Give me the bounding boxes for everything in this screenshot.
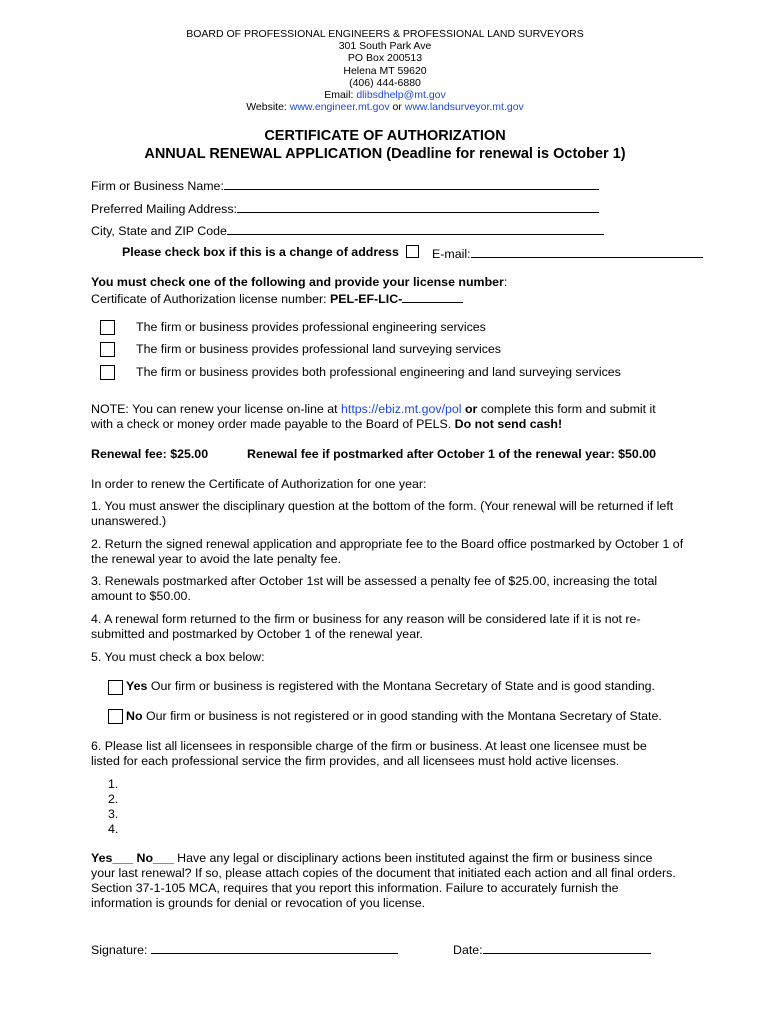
signature-label: Signature: bbox=[91, 943, 151, 957]
street-address: 301 South Park Ave bbox=[338, 40, 432, 53]
renewal-fee: Renewal fee: $25.00 bbox=[91, 447, 209, 461]
standing-no-text: No Our firm or business is not registered or in good standing with the Montana Secretary of State. bbox=[126, 709, 662, 723]
mailing-address-label: Preferred Mailing Address: bbox=[91, 202, 238, 216]
city-zip-line[interactable] bbox=[227, 222, 604, 235]
licensee-4[interactable]: 4. bbox=[108, 822, 119, 836]
email-link[interactable]: dlibsdhelp@mt.gov bbox=[356, 89, 446, 102]
change-address-label: Please check box if this is a change of address bbox=[122, 245, 399, 259]
form-title bbox=[0, 128, 770, 163]
disciplinary-question: Yes___ No___ Have any legal or disciplinary actions been instituted against the firm or business since your last renewal? If so, please attach copies of the document that initiated each action and all final orders. Section 37-1-105 MCA, requires that you report this information. Failure to accurately furnish the information is grounds for denial or revocation of you license. bbox=[91, 851, 676, 910]
board-header bbox=[0, 28, 770, 113]
both-services-label: The firm or business provides both professional engineering and land surveying services bbox=[136, 365, 621, 379]
phone-number: (406) 444-6880 bbox=[349, 76, 421, 89]
title-line-2: ANNUAL RENEWAL APPLICATION (Deadline for renewal is October 1) bbox=[144, 145, 626, 162]
licensee-3[interactable]: 3. bbox=[108, 807, 119, 821]
engineering-checkbox[interactable] bbox=[100, 320, 115, 335]
website-label: Website: bbox=[246, 101, 290, 114]
city-zip-label: City, State and ZIP Code bbox=[91, 224, 227, 238]
license-number-prefix: PEL-EF-LIC- bbox=[330, 292, 403, 306]
instruction-1: 1. You must answer the disciplinary question at the bottom of the form. (Your renewal will be returned if left unanswered.) bbox=[91, 499, 674, 528]
date-field bbox=[453, 941, 651, 958]
disciplinary-yes[interactable]: Yes bbox=[91, 851, 113, 865]
license-number-field bbox=[91, 290, 463, 307]
date-line[interactable] bbox=[483, 941, 651, 954]
email-label: Email: bbox=[324, 89, 357, 102]
both-services-checkbox[interactable] bbox=[100, 365, 115, 380]
surveying-checkbox[interactable] bbox=[100, 342, 115, 357]
surveyor-website-link[interactable]: www.landsurveyor.mt.gov bbox=[404, 101, 524, 114]
email-line bbox=[0, 89, 770, 101]
standing-no-checkbox[interactable] bbox=[108, 709, 123, 724]
late-renewal-fee: Renewal fee if postmarked after October 1 of the renewal year: $50.00 bbox=[247, 447, 657, 461]
firm-name-label: Firm or Business Name: bbox=[91, 179, 224, 193]
instruction-5: 5. You must check a box below: bbox=[91, 650, 265, 664]
license-number-label: Certificate of Authorization license number: bbox=[91, 292, 330, 306]
email-field-label: E-mail: bbox=[432, 247, 471, 261]
licensee-2[interactable]: 2. bbox=[108, 792, 119, 806]
engineer-website-link[interactable]: www.engineer.mt.gov bbox=[289, 101, 390, 114]
signature-field bbox=[91, 941, 398, 958]
board-name: BOARD OF PROFESSIONAL ENGINEERS & PROFESSIONAL LAND SURVEYORS bbox=[186, 28, 584, 40]
po-box: PO Box 200513 bbox=[347, 52, 423, 65]
change-address-checkbox[interactable] bbox=[406, 245, 419, 258]
email-field-line[interactable] bbox=[471, 245, 703, 258]
license-heading: You must check one of the following and provide your license number: bbox=[91, 275, 508, 289]
instruction-2: 2. Return the signed renewal application and appropriate fee to the Board office postmarked by October 1 of the renewal year to avoid the late penalty fee. bbox=[91, 537, 684, 566]
title-line-1: CERTIFICATE OF AUTHORIZATION bbox=[264, 128, 506, 144]
website-or: or bbox=[389, 101, 405, 114]
city-zip-field bbox=[91, 222, 604, 239]
surveying-service-label: The firm or business provides professional land surveying services bbox=[136, 342, 501, 356]
engineering-service-label: The firm or business provides professional engineering services bbox=[136, 320, 486, 334]
mailing-address-line[interactable] bbox=[237, 200, 599, 213]
licensee-1[interactable]: 1. bbox=[108, 777, 119, 791]
standing-yes-checkbox[interactable] bbox=[108, 680, 123, 695]
website-line bbox=[0, 101, 770, 113]
disciplinary-no[interactable]: No bbox=[136, 851, 154, 865]
firm-name-field bbox=[91, 177, 599, 194]
date-label: Date: bbox=[453, 943, 483, 957]
online-renewal-note: NOTE: You can renew your license on-line at https://ebiz.mt.gov/pol or complete this form and submit it with a check or money order made payable to the Board of PELS. Do not send cash! bbox=[91, 402, 656, 431]
city-state-zip: Helena MT 59620 bbox=[343, 64, 427, 77]
firm-name-line[interactable] bbox=[224, 177, 599, 190]
instruction-3: 3. Renewals postmarked after October 1st will be assessed a penalty fee of $25.00, increasing the total amount to $50.00. bbox=[91, 574, 658, 603]
no-cash-warning: Do not send cash! bbox=[454, 417, 563, 431]
signature-line[interactable] bbox=[151, 941, 398, 954]
standing-yes-text: Yes Our firm or business is registered with the Montana Secretary of State and is good standing. bbox=[126, 679, 655, 693]
instructions-intro: In order to renew the Certificate of Authorization for one year: bbox=[91, 477, 427, 491]
licensees-instruction: 6. Please list all licensees in responsible charge of the firm or business. At least one licensee must be listed for each professional service the firm provides, and all licensees must hold active licenses. bbox=[91, 739, 647, 768]
email-field bbox=[432, 245, 703, 262]
mailing-address-field bbox=[91, 200, 599, 217]
online-renewal-link[interactable]: https://ebiz.mt.gov/pol bbox=[341, 402, 462, 416]
instruction-4: 4. A renewal form returned to the firm or business for any reason will be considered late if it is not re-submitted and postmarked by October 1 of the renewal year. bbox=[91, 612, 641, 641]
license-number-line[interactable] bbox=[402, 290, 463, 303]
